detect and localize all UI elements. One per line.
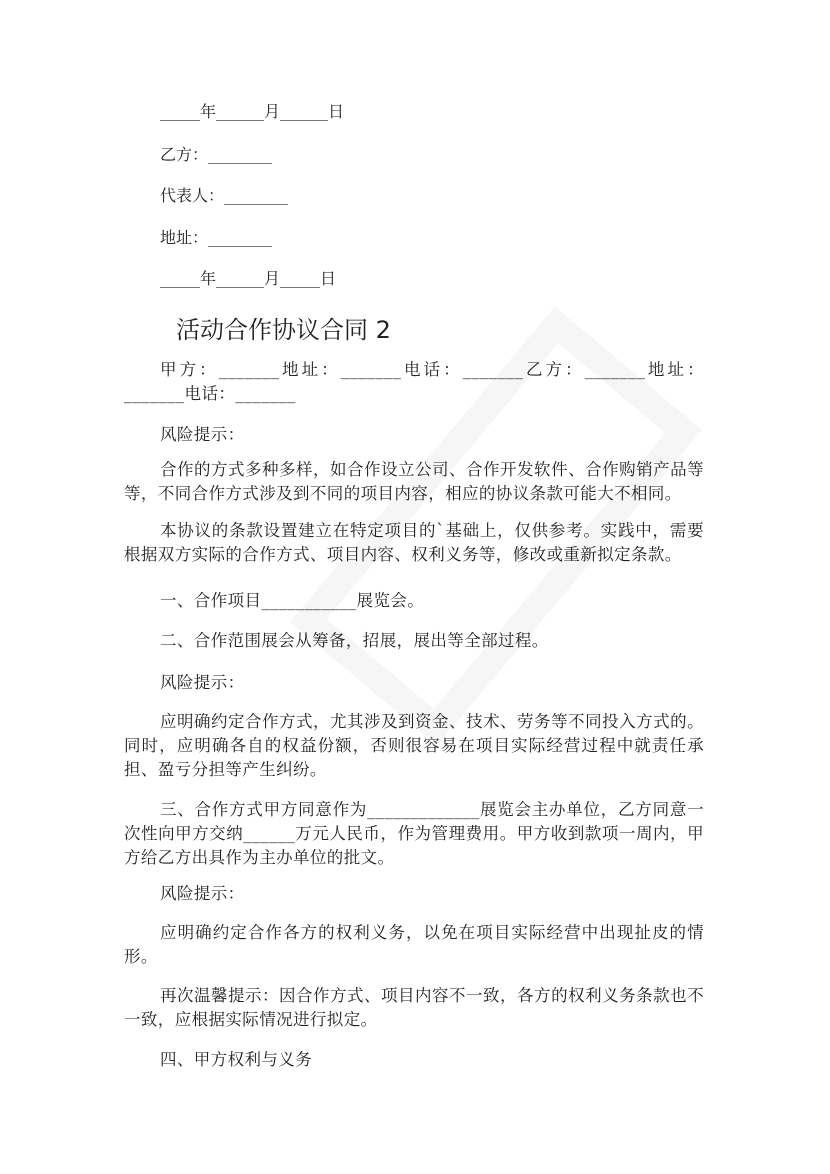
document-title: 活动合作协议合同 2 [176,316,391,344]
risk-note-heading: 风险提示： [160,884,245,903]
party-b-line: 乙方：________ [160,145,273,164]
address-line: 地址：________ [160,228,273,247]
clause-4-heading: 四、甲方权利与义务 [160,1050,313,1069]
clause-2: 二、合作范围展会从筹备，招展，展出等全部过程。 [160,631,549,650]
date-line: _____年______月______日 [160,102,345,121]
risk-note-heading: 风险提示： [160,673,245,692]
date-line: _____年______月_____日 [160,269,337,288]
paragraph: 再次温馨提示：因合作方式、项目内容不一致，各方的权利义务条款也不一致，应根据实际情况进行拟定。 [124,986,704,1029]
risk-note-heading: 风险提示： [160,425,245,444]
clause-3: 三、合作方式甲方同意作为_____________展览会主办单位，乙方同意一次性向甲方交纳______万元人民币，作为管理费用。甲方收到款项一周内，甲方给乙方出具作为主办单位的批文。 [124,800,704,867]
parties-paragraph: 甲方：_______地址：_______电话：_______乙方：_______地址：_______电话：_______ [124,360,704,403]
representative-line: 代表人：________ [160,186,289,205]
clause-1: 一、合作项目___________展览会。 [160,591,425,610]
paragraph: 合作的方式多种多样，如合作设立公司、合作开发软件、合作购销产品等等，不同合作方式涉及到不同的项目内容，相应的协议条款可能大不相同。 [124,460,704,503]
paragraph: 应明确约定合作各方的权利义务，以免在项目实际经营中出现扯皮的情形。 [124,923,704,966]
paragraph: 应明确约定合作方式，尤其涉及到资金、技术、劳务等不同投入方式的。同时，应明确各自的权益份额，否则很容易在项目实际经营过程中就责任承担、盈亏分担等产生纠纷。 [124,712,704,779]
paragraph: 本协议的条款设置建立在特定项目的`基础上，仅供参考。实践中，需要根据双方实际的合作方式、项目内容、权利义务等，修改或重新拟定条款。 [124,521,704,564]
